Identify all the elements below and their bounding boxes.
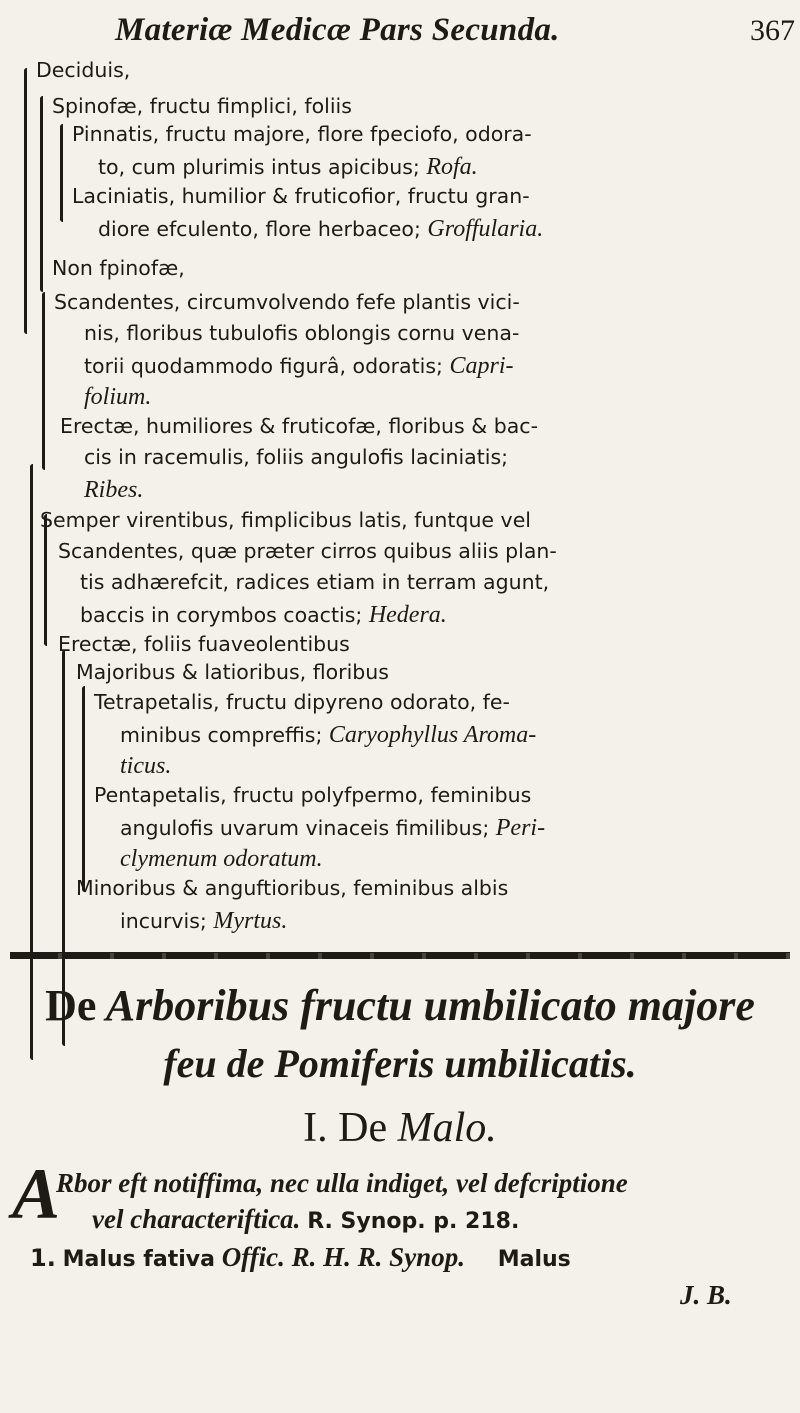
key-line-clymenum — [120, 847, 323, 871]
genus-ribes: Ribes. — [84, 477, 144, 503]
key-line-semper: Semper virentibus, fimplicibus latis, funtque vel — [40, 508, 531, 532]
genus-rosa: Rofa. — [426, 154, 478, 180]
page-header — [115, 12, 795, 56]
body-line-3: 1. Malus fativa Offic. R. H. R. Synop. Malus — [30, 1242, 571, 1272]
genus-caryophyllus-b: ticus. — [120, 753, 172, 779]
key-line-angulosis: angulofis uvarum vinaceis fimilibus; Peri- — [120, 815, 546, 841]
genus-grossularia: Groffularia. — [427, 216, 544, 242]
brace-petals — [82, 686, 85, 892]
key-line-tis: tis adhærefcit, radices etiam in terram agunt, — [80, 570, 550, 594]
key-line-scandentes-quae: Scandentes, quæ præter cirros quibus aliis plan- — [58, 539, 557, 563]
genus-caryophyllus-a: Caryophyllus Aroma- — [328, 722, 537, 748]
key-line-cis: cis in racemulis, foliis angulofis laciniatis; — [84, 445, 509, 469]
drop-capital: A — [12, 1154, 61, 1234]
key-line-erectae-foliis: Erectæ, foliis fuaveolentibus — [58, 632, 350, 656]
key-line-baccis: baccis in corymbos coactis; Hedera. — [80, 602, 447, 628]
catchword: J. B. — [680, 1280, 732, 1310]
genus-caprifolium-b: folium. — [84, 384, 152, 410]
key-line-torii: torii quodammodo figurâ, odoratis; Capri- — [84, 353, 514, 379]
section-subtitle: feu de Pomiferis umbilicatis. — [163, 1041, 637, 1086]
key-line-laciniatis: Laciniatis, humilior & fruticofior, fructu gran- — [72, 184, 530, 208]
genus-caprifolium-a: Capri- — [449, 353, 514, 379]
section-divider — [10, 952, 790, 959]
key-line-nis: nis, floribus tubulofis oblongis cornu vena- — [84, 321, 520, 345]
brace-scandentes-erectae — [44, 514, 47, 646]
brace-deciduis — [24, 68, 27, 334]
key-line-minoribus: Minoribus & anguftioribus, feminibus albis — [76, 876, 509, 900]
key-line-folium — [84, 385, 151, 409]
article-heading: I. De Malo. — [303, 1105, 497, 1151]
key-line-rosa: to, cum plurimis intus apicibus; Rofa. — [98, 154, 478, 180]
body-line-1: Rbor eft notiffima, nec ulla indiget, vel defcriptione — [56, 1168, 628, 1198]
genus-myrtus: Myrtus. — [213, 908, 288, 934]
key-line-incurvis: incurvis; Myrtus. — [120, 908, 288, 934]
genus-hedera: Hedera. — [368, 602, 447, 628]
brace-semper-virentibus — [30, 464, 33, 1060]
key-line-deciduis: Deciduis, — [36, 58, 131, 82]
running-title: Materiæ Medicæ Pars Secunda. — [115, 12, 560, 48]
section-title: De Arboribus fructu umbilicato majore — [45, 981, 755, 1030]
key-line-majoribus: Majoribus & latioribus, floribus — [76, 660, 389, 684]
page-number: 367 — [750, 14, 795, 47]
genus-periclymenum-a: Peri- — [495, 815, 546, 841]
key-line-tetrapetalis: Tetrapetalis, fructu dipyreno odorato, fe- — [94, 690, 510, 714]
key-line-pinnatis: Pinnatis, fructu majore, flore fpeciofo, odora- — [72, 122, 532, 146]
brace-spinosae — [40, 96, 43, 292]
key-line-pentapetalis: Pentapetalis, fructu polyfpermo, feminibus — [94, 783, 532, 807]
key-line-ribes — [84, 478, 143, 502]
key-line-scandentes: Scandentes, circumvolvendo fefe plantis vici- — [54, 290, 520, 314]
genus-periclymenum-b: clymenum odoratum. — [120, 846, 323, 872]
key-line-grossularia: diore efculento, flore herbaceo; Groffularia. — [98, 216, 544, 242]
key-line-minibus: minibus compreffis; Caryophyllus Aroma- — [120, 722, 537, 748]
key-line-ticus — [120, 754, 171, 778]
key-line-erectae-humiliores: Erectæ, humiliores & fruticofæ, floribus & bac- — [60, 414, 538, 438]
body-line-2: vel characteriftica. R. Synop. p. 218. — [92, 1204, 520, 1234]
brace-non-spinosae — [42, 292, 45, 470]
key-line-spinosae: Spinofæ, fructu fimplici, foliis — [52, 94, 352, 118]
brace-leaf-form — [60, 124, 63, 222]
key-line-non-spinosae: Non fpinofæ, — [52, 256, 185, 280]
